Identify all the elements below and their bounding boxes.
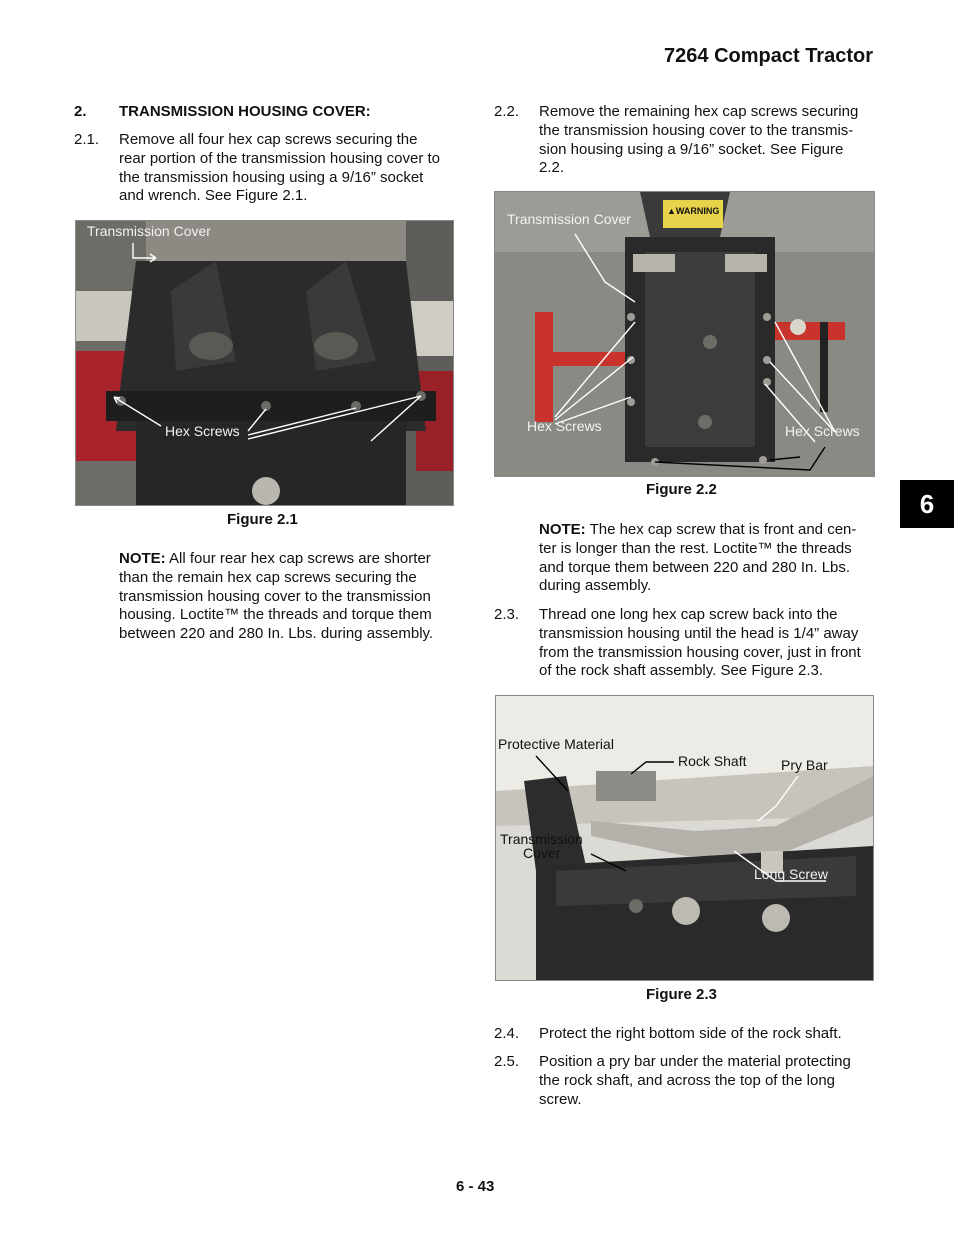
- step-line: rear portion of the transmission housing cover to: [119, 149, 440, 167]
- note-line: ter is longer than the rest. Loctite™ the threads: [539, 539, 852, 557]
- step-line: of the rock shaft assembly. See Figure 2.3.: [539, 662, 824, 680]
- figure-2-2-caption: Figure 2.2: [646, 481, 717, 498]
- note-line: housing. Loctite™ the threads and torque them: [119, 606, 432, 624]
- step-2-2: [494, 103, 884, 179]
- note-line: than the remain hex cap screws securing the: [119, 568, 417, 586]
- figure-2-1-label-screws: Hex Screws: [165, 423, 240, 439]
- figure-2-1-photo: [75, 220, 454, 506]
- figure-2-3-caption: Figure 2.3: [646, 986, 717, 1003]
- page-number: 6 - 43: [456, 1178, 495, 1195]
- step-line: the rock shaft, and across the top of the long: [539, 1071, 836, 1089]
- figure-2-1-illustration: [76, 221, 453, 505]
- left-note: [119, 550, 459, 644]
- note-line: during assembly.: [539, 577, 652, 595]
- step-line: Thread one long hex cap screw back into the: [539, 606, 838, 623]
- step-line: Remove all four hex cap screws securing the: [119, 131, 418, 148]
- note-first-line: All four rear hex cap screws are shorter: [165, 550, 431, 567]
- step-line: 2.2.: [539, 159, 565, 177]
- figure-2-2-label-cover: Transmission Cover: [507, 211, 631, 227]
- step-2-1: [74, 131, 454, 207]
- figure-2-2-label-screws-right: Hex Screws: [785, 423, 860, 439]
- step-line: sion housing using a 9/16” socket. See Figure: [539, 140, 844, 158]
- step-line: screw.: [539, 1090, 582, 1108]
- right-note: [539, 521, 884, 596]
- step-2-3: [494, 606, 884, 682]
- note-label: NOTE:: [119, 550, 166, 567]
- chapter-tab: [900, 480, 954, 528]
- step-line: and wrench. See Figure 2.1.: [119, 187, 308, 205]
- note-line: and torque them between 220 and 280 In. Lbs.: [539, 558, 851, 576]
- step-number: 2.2.: [494, 103, 520, 120]
- step-2-4: [494, 1025, 884, 1045]
- figure-2-1-label-cover: Transmission Cover: [87, 223, 211, 239]
- note-line: transmission housing cover to the transmission: [119, 587, 431, 605]
- step-line: Remove the remaining hex cap screws securing: [539, 103, 859, 120]
- step-line: the transmission housing cover to the transmis-: [539, 121, 854, 139]
- figure-2-1-caption: Figure 2.1: [227, 511, 298, 528]
- figure-2-2-label-screws-left: Hex Screws: [527, 418, 602, 434]
- note-first-line: The hex cap screw that is front and cen-: [585, 521, 857, 538]
- step-line: transmission housing until the head is 1/4” away: [539, 624, 859, 642]
- figure-2-3-label-pry-bar: Pry Bar: [781, 757, 828, 773]
- section-number: 2.: [74, 103, 87, 120]
- chapter-tab-label: 6: [919, 488, 935, 519]
- figure-2-3-label-rock-shaft: Rock Shaft: [678, 753, 747, 769]
- figure-2-3-label-protective-material: Protective Material: [498, 736, 614, 752]
- figure-2-3-label-long-screw: Long Screw: [754, 866, 828, 882]
- figure-2-2-warning-decal: ▲WARNING: [667, 206, 720, 216]
- step-number: 2.5.: [494, 1053, 520, 1070]
- step-number: 2.3.: [494, 606, 520, 623]
- step-text: [539, 606, 861, 681]
- note-line: between 220 and 280 In. Lbs. during assembly.: [119, 625, 434, 643]
- step-line: from the transmission housing cover, just in front: [539, 643, 861, 661]
- step-text: [539, 1053, 851, 1109]
- step-2-5: [494, 1053, 884, 1113]
- step-text: [539, 103, 858, 178]
- step-text: Protect the right bottom side of the rock shaft.: [539, 1025, 842, 1042]
- section-title: TRANSMISSION HOUSING COVER:: [119, 103, 371, 120]
- figure-2-2-photo: [494, 191, 875, 477]
- note-label: NOTE:: [539, 521, 586, 538]
- figure-2-3-photo: [495, 695, 874, 981]
- section-heading: [74, 103, 454, 123]
- page-header-title: 7264 Compact Tractor: [664, 45, 873, 67]
- step-number: 2.1.: [74, 131, 100, 148]
- step-text: [119, 131, 440, 206]
- step-line: Position a pry bar under the material protecting: [539, 1053, 851, 1070]
- figure-2-3-label-cover-line2: Cover: [523, 845, 561, 861]
- figure-2-3-label-cover-line1: Transmission: [500, 831, 583, 847]
- step-number: 2.4.: [494, 1025, 520, 1042]
- step-line: the transmission housing using a 9/16” socket: [119, 168, 424, 186]
